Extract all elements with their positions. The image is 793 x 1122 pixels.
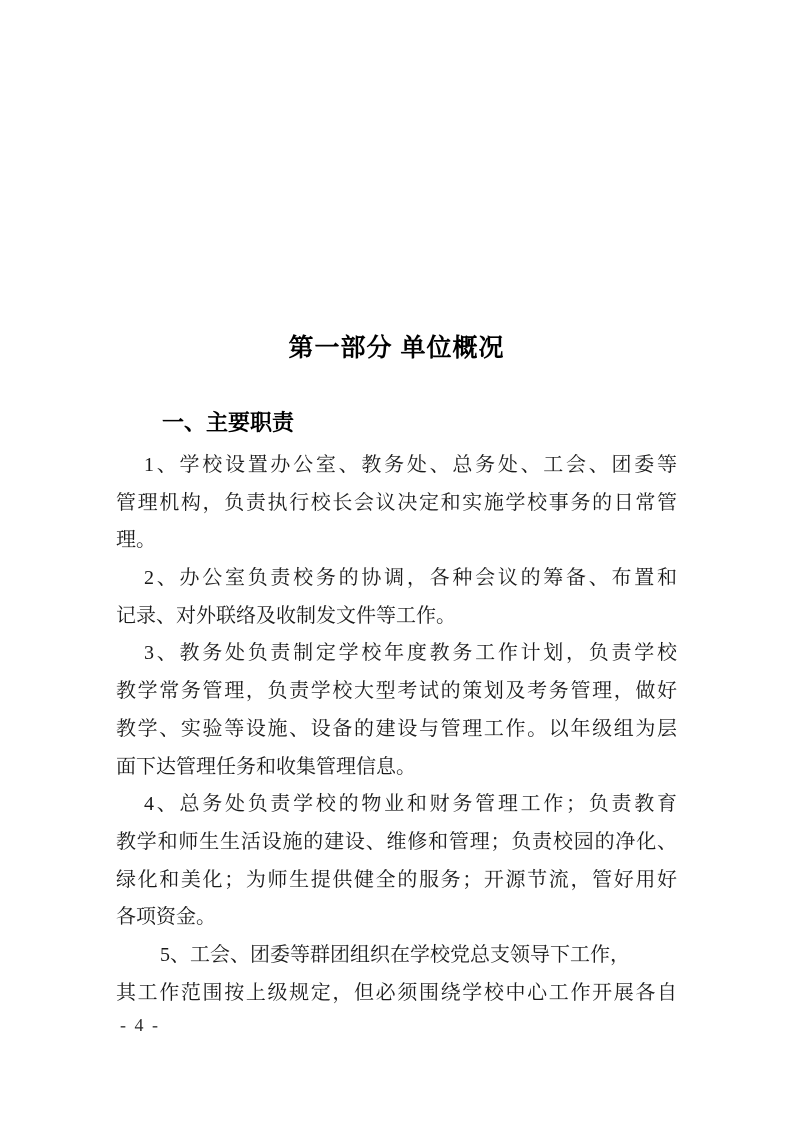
paragraph-line: 教学、实验等设施、设备的建设与管理工作。以年级组为层 — [116, 717, 677, 740]
paragraph-line: 绿化和美化；为师生提供健全的服务；开源节流，管好用好 — [116, 868, 677, 891]
paragraph-line: 记录、对外联络及收制发文件等工作。 — [116, 604, 456, 627]
paragraph-line: 管理机构，负责执行校长会议决定和实施学校事务的日常管 — [116, 491, 677, 514]
paragraph-line: 理。 — [116, 529, 156, 552]
page-title: 第一部分 单位概况 — [288, 334, 505, 362]
page-number: - 4 - — [120, 1015, 160, 1035]
paragraph-line: 5、工会、团委等群团组织在学校党总支领导下工作， — [160, 943, 630, 966]
paragraph-line: 各项资金。 — [116, 906, 216, 929]
body-text — [116, 447, 677, 1012]
paragraph-line: 3、教务处负责制定学校年度教务工作计划，负责学校 — [144, 642, 677, 665]
paragraph-line: 4、总务处负责学校的物业和财务管理工作；负责教育 — [144, 793, 677, 816]
paragraph-line: 教学常务管理，负责学校大型考试的策划及考务管理，做好 — [116, 680, 677, 703]
paragraph-line: 教学和师生生活设施的建设、维修和管理；负责校园的净化、 — [116, 830, 677, 853]
paragraph-line: 其工作范围按上级规定，但必须围绕学校中心工作开展各自 — [116, 981, 677, 1004]
paragraph-line: 1、学校设置办公室、教务处、总务处、工会、团委等 — [144, 454, 677, 476]
paragraph-line: 2、办公室负责校务的协调，各种会议的筹备、布置和 — [144, 567, 677, 590]
section-heading: 一、主要职责 — [162, 410, 295, 435]
paragraph-line: 面下达管理任务和收集管理信息。 — [116, 755, 416, 778]
